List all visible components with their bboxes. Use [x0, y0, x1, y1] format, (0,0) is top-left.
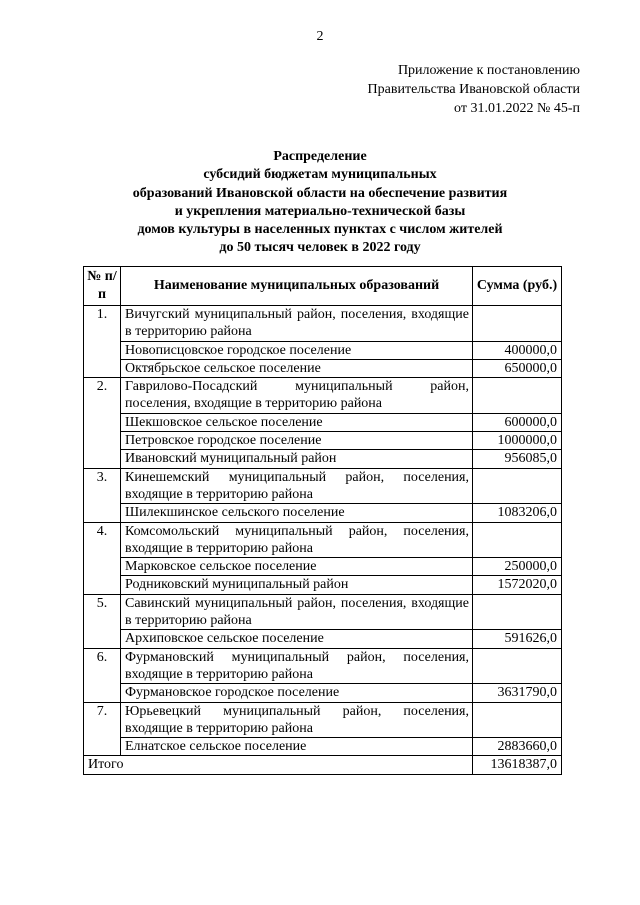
- settlement-sum: 1083206,0: [473, 504, 562, 522]
- settlement-sum: 956085,0: [473, 450, 562, 468]
- settlement-sum: 2883660,0: [473, 738, 562, 756]
- district-sum: [473, 594, 562, 630]
- district-row: [84, 648, 562, 684]
- settlement-name: Фурмановское городское поселение: [121, 684, 473, 702]
- settlement-name: Ивановский муниципальный район: [121, 450, 473, 468]
- district-row: [84, 378, 562, 414]
- settlement-name: Елнатское сельское поселение: [121, 738, 473, 756]
- header-num: № п/п: [84, 267, 121, 306]
- table-header-row: [84, 267, 562, 306]
- settlement-row: [84, 341, 562, 359]
- settlement-row: [84, 630, 562, 648]
- district-name: Фурмановский муниципальный район, поселения, входящие в территорию района: [121, 648, 473, 684]
- title-line-4: и укрепления материально-технической базы: [174, 203, 466, 219]
- table-body: [84, 306, 562, 775]
- district-row: [84, 306, 562, 342]
- total-sum: 13618387,0: [473, 756, 562, 774]
- title-line-2: субсидий бюджетам муниципальных: [203, 167, 437, 183]
- total-row: [84, 756, 562, 774]
- district-row: [84, 522, 562, 558]
- row-number: 3.: [84, 468, 121, 522]
- row-number: 2.: [84, 378, 121, 468]
- settlement-sum: 1000000,0: [473, 432, 562, 450]
- district-sum: [473, 306, 562, 342]
- settlement-row: [84, 684, 562, 702]
- district-name: Савинский муниципальный район, поселения, входящие в территорию района: [121, 594, 473, 630]
- settlement-row: [84, 504, 562, 522]
- settlement-sum: 1572020,0: [473, 576, 562, 594]
- settlement-row: [84, 359, 562, 377]
- row-number: 1.: [84, 306, 121, 378]
- document-title: [80, 148, 560, 258]
- settlement-row: [84, 558, 562, 576]
- title-line-1: Распределение: [273, 149, 367, 164]
- subsidy-table: [83, 266, 562, 775]
- title-line-3: образований Ивановской области на обеспечение развития: [132, 185, 508, 201]
- row-number: 6.: [84, 648, 121, 702]
- settlement-name: Новописцовское городское поселение: [121, 341, 473, 359]
- appendix-line-3: от 31.01.2022 № 45-п: [454, 101, 580, 116]
- district-sum: [473, 648, 562, 684]
- settlement-name: Шилекшинское сельского поселение: [121, 504, 473, 522]
- settlement-sum: 400000,0: [473, 341, 562, 359]
- district-sum: [473, 702, 562, 738]
- district-row: [84, 468, 562, 504]
- district-name: Вичугский муниципальный район, поселения, входящие в территорию района: [121, 306, 473, 342]
- settlement-sum: 250000,0: [473, 558, 562, 576]
- appendix-note: [368, 61, 580, 118]
- district-name: Кинешемский муниципальный район, поселения, входящие в территорию района: [121, 468, 473, 504]
- appendix-line-2: Правительства Ивановской области: [367, 82, 580, 97]
- settlement-row: [84, 576, 562, 594]
- total-label: Итого: [84, 756, 473, 774]
- settlement-name: Родниковский муниципальный район: [121, 576, 473, 594]
- settlement-row: [84, 432, 562, 450]
- district-name: Юрьевецкий муниципальный район, поселения, входящие в территорию района: [121, 702, 473, 738]
- settlement-row: [84, 738, 562, 756]
- header-sum: Сумма (руб.): [473, 267, 562, 306]
- district-sum: [473, 378, 562, 414]
- header-name: Наименование муниципальных образований: [121, 267, 473, 306]
- title-line-5: домов культуры в населенных пунктах с числом жителей: [137, 222, 503, 238]
- settlement-name: Марковское сельское поселение: [121, 558, 473, 576]
- settlement-row: [84, 413, 562, 431]
- title-line-6: до 50 тысяч человек в 2022 году: [219, 240, 421, 256]
- district-name: Гаврилово-Посадский муниципальный район, поселения, входящие в территорию района: [121, 378, 473, 414]
- settlement-sum: 591626,0: [473, 630, 562, 648]
- settlement-name: Архиповское сельское поселение: [121, 630, 473, 648]
- settlement-name: Петровское городское поселение: [121, 432, 473, 450]
- row-number: 7.: [84, 702, 121, 756]
- district-sum: [473, 522, 562, 558]
- district-row: [84, 702, 562, 738]
- row-number: 4.: [84, 522, 121, 594]
- district-name: Комсомольский муниципальный район, поселения, входящие в территорию района: [121, 522, 473, 558]
- district-sum: [473, 468, 562, 504]
- district-row: [84, 594, 562, 630]
- settlement-sum: 3631790,0: [473, 684, 562, 702]
- settlement-name: Шекшовское сельское поселение: [121, 413, 473, 431]
- row-number: 5.: [84, 594, 121, 648]
- appendix-line-1: Приложение к постановлению: [397, 63, 580, 78]
- settlement-name: Октябрьское сельское поселение: [121, 359, 473, 377]
- page-number: 2: [316, 29, 324, 44]
- settlement-sum: 600000,0: [473, 413, 562, 431]
- settlement-sum: 650000,0: [473, 359, 562, 377]
- settlement-row: [84, 450, 562, 468]
